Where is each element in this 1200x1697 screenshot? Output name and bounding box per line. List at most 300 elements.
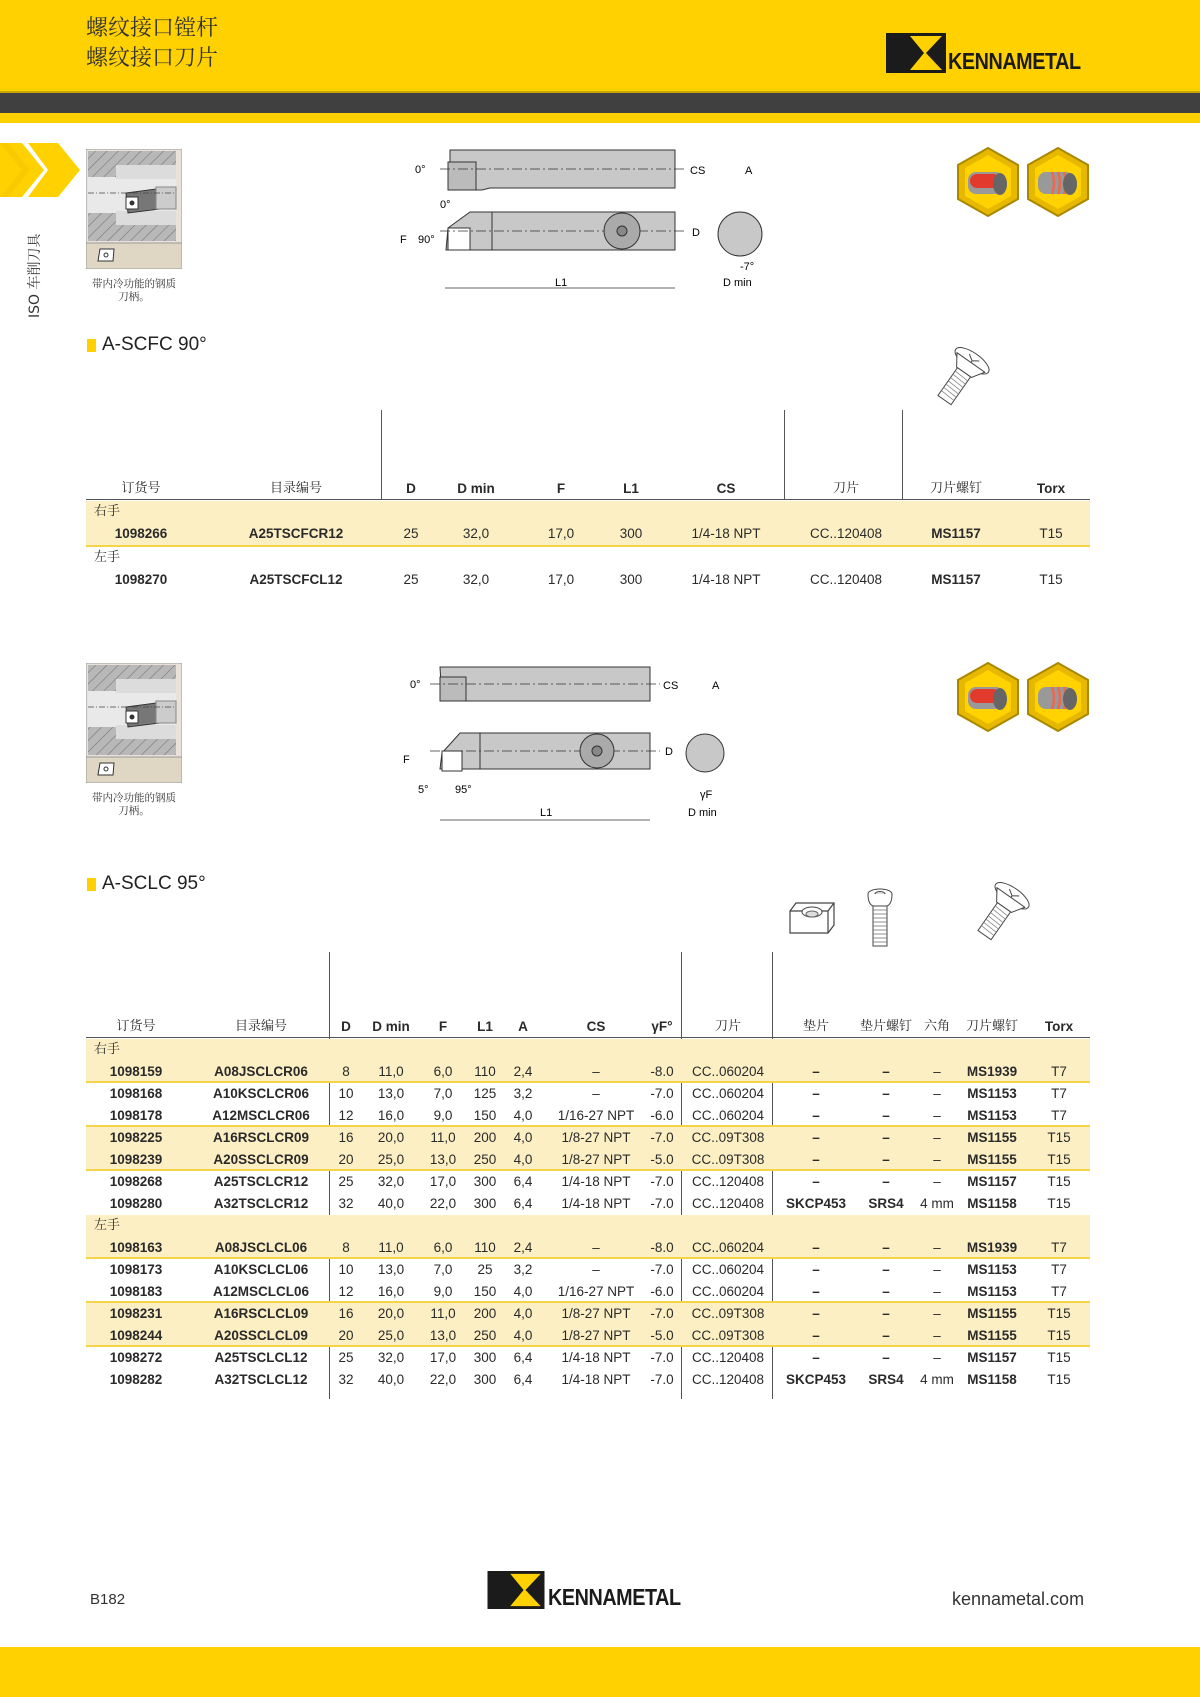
thumbnail-caption-line-1: 带内冷功能的钢质 [92,278,176,290]
A-value: 6,4 [513,1350,533,1365]
order-value: 1098163 [109,1240,163,1255]
header-dark-band [0,91,1200,113]
group-label: 右手 [86,1039,1090,1061]
shim-screw-value: – [882,1130,890,1145]
torx-value: T7 [1051,1064,1067,1079]
L1-value: 150 [473,1284,497,1299]
col-d: D [406,481,416,496]
svg-text:90°: 90° [418,234,435,246]
insert-value: CC..09T308 [691,1152,765,1167]
insert-value: CC..060204 [691,1108,765,1123]
insert-value: CC..120408 [691,1372,765,1387]
torx-value: T15 [1047,1306,1071,1321]
order-number: 1098270 [114,572,168,587]
col-dmin: D min [457,481,495,496]
col-order-number: 订货号 [116,1019,156,1034]
D-value: 25 [338,1174,354,1189]
A-value: 4,0 [513,1306,533,1321]
torx-value: T7 [1051,1262,1067,1277]
gF-value: -7.0 [650,1262,674,1277]
hex-value: – [933,1174,941,1189]
D-value: 20 [338,1328,354,1343]
table-row[interactable] [86,1061,1090,1083]
screw-value: MS1158 [967,1372,1017,1387]
section-title-text: A-SCFC 90° [102,334,207,355]
svg-text:L1: L1 [540,807,553,819]
table-row[interactable] [86,1171,1090,1193]
order-value: 1098168 [109,1086,163,1101]
Dmin-value: 11,0 [378,1064,404,1079]
order-value: 1098280 [109,1196,163,1211]
kennametal-k-icon [486,1571,546,1609]
website-link[interactable]: kennametal.com [952,1589,1085,1609]
order-number: 1098266 [114,526,168,541]
catalog-value: A10KSCLCL06 [213,1262,309,1277]
F-value: 13,0 [429,1152,457,1167]
F-value: 17,0 [429,1350,457,1365]
brand-wordmark: KENNAMETAL [548,1584,681,1610]
table-row[interactable] [86,1347,1090,1369]
shim-screw-value: – [882,1064,890,1079]
shim-screw-value: – [882,1240,890,1255]
A-value: 4,0 [513,1108,533,1123]
screw-value: MS1155 [967,1152,1017,1167]
col-d: D [341,1019,351,1034]
L1-value: 300 [473,1174,497,1189]
dmin-value: 32,0 [462,526,490,541]
screw-value: MS1155 [967,1328,1017,1343]
col-torx: Torx [1036,481,1066,496]
group-left-hand [86,547,1090,591]
shim-screw-value: – [882,1086,890,1101]
insert-value: CC..120408 [809,526,883,541]
F-value: 6,0 [433,1240,453,1255]
CS-value: 1/16-27 NPT [557,1108,635,1123]
Dmin-value: 40,0 [377,1196,405,1211]
group-label: 左手 [86,1215,1090,1237]
shim-value: – [812,1284,820,1299]
Dmin-value: 16,0 [377,1108,405,1123]
CS-value: 1/4-18 NPT [561,1372,631,1387]
Dmin-value: 11,0 [378,1240,404,1255]
torx-value: T15 [1047,1130,1071,1145]
A-value: 4,0 [513,1130,533,1145]
catalog-number: A25TSCFCL12 [249,572,343,587]
screw-value: MS1158 [967,1196,1017,1211]
shim-screw-value: – [882,1306,890,1321]
hex-value: – [933,1152,941,1167]
thread-interface-icon [1026,661,1090,733]
A-value: 3,2 [513,1086,533,1101]
col-torx: Torx [1044,1019,1074,1034]
section-title-scfc [87,334,207,356]
L1-value: 25 [477,1262,493,1277]
insert-value: CC..09T308 [691,1328,765,1343]
section-title-text: A-SCLC 95° [102,873,206,894]
CS-value: 1/8-27 NPT [561,1130,631,1145]
insert-value: CC..060204 [691,1086,765,1101]
L1-value: 300 [473,1372,497,1387]
F-value: 9,0 [433,1108,453,1123]
table-row[interactable] [86,1149,1090,1171]
svg-text:D: D [692,227,700,239]
order-value: 1098268 [109,1174,163,1189]
hex-value: – [933,1064,941,1079]
screw-value: MS1153 [967,1108,1017,1123]
L1-value: 250 [473,1328,497,1343]
D-value: 12 [338,1108,354,1123]
col-f: F [438,1019,448,1034]
title-line-2: 螺纹接口刀片 [86,46,219,71]
D-value: 12 [338,1284,354,1299]
A-value: 4,0 [513,1284,533,1299]
hex-value: – [933,1306,941,1321]
torx-value: T15 [1047,1350,1071,1365]
torx-value: T7 [1051,1240,1067,1255]
F-value: 22,0 [429,1372,457,1387]
header-yellow-strip [0,113,1200,123]
coolant-through-icon [956,661,1020,733]
gF-value: -8.0 [650,1240,674,1255]
group-label: 右手 [94,504,121,519]
order-value: 1098159 [109,1064,163,1079]
shim-screw-value: – [882,1284,890,1299]
torx-value: T7 [1051,1284,1067,1299]
svg-text:5°: 5° [418,784,429,796]
Dmin-value: 16,0 [377,1284,405,1299]
section-marker [87,878,96,891]
svg-text:95°: 95° [455,784,472,796]
col-cs: CS [586,1019,606,1034]
A-value: 2,4 [513,1064,533,1079]
col-catalog-number: 目录编号 [234,1019,287,1034]
F-value: 6,0 [433,1064,453,1079]
insert-value: CC..120408 [691,1350,765,1365]
insert-value: CC..120408 [691,1174,765,1189]
application-thumbnail-2 [86,663,182,818]
table-row[interactable] [86,1193,1090,1215]
coolant-through-icon [956,146,1020,218]
shim-screw-value: – [882,1108,890,1123]
CS-value: 1/8-27 NPT [561,1152,631,1167]
svg-text:L1: L1 [555,277,568,289]
svg-text:F: F [403,754,410,766]
gF-value: -7.0 [650,1174,674,1189]
l1-value: 300 [619,526,643,541]
Dmin-value: 25,0 [377,1328,405,1343]
shim-value: SKCP453 [785,1196,847,1211]
hex-value: – [933,1130,941,1145]
torx-value: T15 [1047,1328,1071,1343]
cs-value: 1/4-18 NPT [691,572,761,587]
insert-value: CC..060204 [691,1240,765,1255]
A-value: 2,4 [513,1240,533,1255]
L1-value: 300 [473,1196,497,1211]
shim-screw-value: SRS4 [868,1372,904,1387]
svg-text:γF: γF [700,789,713,801]
title-line-1: 螺纹接口镗杆 [86,16,219,41]
table-row[interactable] [86,1369,1090,1391]
D-value: 16 [338,1306,354,1321]
table-row[interactable] [86,1127,1090,1149]
catalog-value: A16RSCLCR09 [212,1130,310,1145]
insert-value: CC..09T308 [691,1306,765,1321]
shim-value: – [812,1174,820,1189]
shim-value: – [812,1262,820,1277]
shim-value: – [812,1306,820,1321]
screw-value: MS1157 [931,572,981,587]
torx-value: T15 [1047,1196,1071,1211]
col-l1: L1 [477,1019,493,1034]
table-row[interactable] [86,569,1090,591]
gF-value: -7.0 [650,1372,674,1387]
hex-value: – [933,1284,941,1299]
hex-value: – [933,1328,941,1343]
hex-value: – [933,1262,941,1277]
CS-value: 1/4-18 NPT [561,1174,631,1189]
feature-icons-section1 [956,146,1090,218]
catalog-value: A25TSCLCL12 [214,1350,308,1365]
hex-value: – [933,1350,941,1365]
screw-value: MS1157 [967,1350,1017,1365]
CS-value: 1/16-27 NPT [557,1284,635,1299]
catalog-value: A20SSCLCR09 [213,1152,309,1167]
CS-value: 1/8-27 NPT [561,1328,631,1343]
boring-application-icon [86,149,182,269]
table-header-row [86,478,1090,500]
catalog-value: A32TSCLCL12 [214,1372,308,1387]
col-insert-screw: 刀片螺钉 [929,481,982,496]
svg-text:CS: CS [663,680,679,692]
gF-value: -7.0 [650,1196,674,1211]
shim-value: SKCP453 [785,1372,847,1387]
brand-wordmark: KENNAMETAL [948,48,1081,74]
catalog-value: A25TSCLCR12 [213,1174,309,1189]
CS-value: 1/4-18 NPT [561,1350,631,1365]
gF-value: -6.0 [650,1108,674,1123]
F-value: 9,0 [433,1284,453,1299]
catalog-value: A16RSCLCL09 [213,1306,309,1321]
col-a: A [518,1019,528,1034]
A-value: 6,4 [513,1174,533,1189]
d-value: 25 [403,572,419,587]
col-shim-screw: 垫片螺钉 [859,1019,912,1034]
thumbnail-caption-line-1: 带内冷功能的钢质 [92,792,176,804]
col-dmin: D min [372,1019,410,1034]
shim-value: – [812,1240,820,1255]
table-header-row [86,1016,1090,1038]
insert-screw-icon [925,345,995,411]
D-value: 8 [342,1064,350,1079]
kennametal-footer-logo [486,1571,702,1609]
CS-value: – [592,1240,600,1255]
order-value: 1098173 [109,1262,163,1277]
order-value: 1098231 [109,1306,163,1321]
D-value: 16 [338,1130,354,1145]
section-marker [87,339,96,352]
catalog-value: A20SSCLCL09 [214,1328,308,1343]
Dmin-value: 20,0 [377,1130,405,1145]
screw-value: MS1153 [967,1284,1017,1299]
shim-screw-icon [862,886,898,950]
Dmin-value: 13,0 [377,1262,405,1277]
gF-value: -8.0 [650,1064,674,1079]
screw-value: MS1157 [931,526,981,541]
shim-value: – [812,1130,820,1145]
order-value: 1098239 [109,1152,163,1167]
L1-value: 250 [473,1152,497,1167]
col-insert: 刀片 [714,1019,741,1034]
catalog-value: A12MSCLCL06 [212,1284,310,1299]
L1-value: 110 [474,1064,496,1079]
page-title [86,14,218,74]
shim-screw-value: – [882,1262,890,1277]
order-value: 1098282 [109,1372,163,1387]
insert-value: CC..060204 [691,1064,765,1079]
A-value: 4,0 [513,1152,533,1167]
svg-text:A: A [745,165,753,177]
D-value: 20 [338,1152,354,1167]
shim-screw-value: – [882,1174,890,1189]
shim-icon [782,895,842,941]
svg-text:A: A [712,680,720,692]
gF-value: -5.0 [650,1152,674,1167]
F-value: 7,0 [433,1086,453,1101]
F-value: 13,0 [429,1328,457,1343]
svg-text:D: D [665,746,673,758]
d-value: 25 [403,526,419,541]
L1-value: 200 [473,1130,497,1145]
tool-dimension-diagram-scfc [400,140,780,300]
order-value: 1098178 [109,1108,163,1123]
page-header [0,0,1200,91]
thumbnail-caption-line-2: 刀柄。 [118,805,150,817]
torx-value: T15 [1047,1372,1071,1387]
table-row[interactable] [86,1083,1090,1105]
catalog-value: A10KSCLCR06 [212,1086,310,1101]
table-row[interactable] [86,1105,1090,1127]
D-value: 8 [342,1240,350,1255]
F-value: 17,0 [429,1174,457,1189]
D-value: 32 [338,1372,354,1387]
torx-value: T15 [1047,1152,1071,1167]
Dmin-value: 32,0 [377,1174,405,1189]
hex-value: – [933,1108,941,1123]
insert-screw-icon [965,880,1035,946]
table-row[interactable] [86,523,1090,545]
gF-value: -7.0 [650,1350,674,1365]
screw-value: MS1153 [967,1086,1017,1101]
svg-text:0°: 0° [410,679,421,691]
col-l1: L1 [623,481,639,496]
shim-screw-value: – [882,1350,890,1365]
torx-value: T7 [1051,1108,1067,1123]
torx-value: T7 [1051,1086,1067,1101]
gF-value: -7.0 [650,1086,674,1101]
catalog-value: A32TSCLCR12 [213,1196,309,1211]
col-shim: 垫片 [802,1019,829,1034]
section-chevron-icon [0,143,82,197]
svg-text:CS: CS [690,165,706,177]
L1-value: 125 [473,1086,497,1101]
kennametal-logo [886,33,1102,73]
cs-value: 1/4-18 NPT [691,526,761,541]
insert-value: CC..120408 [691,1196,765,1211]
section-title-sclc [87,873,206,895]
screw-value: MS1939 [966,1064,1018,1079]
gF-value: -6.0 [650,1284,674,1299]
F-value: 11,0 [430,1130,456,1145]
gF-value: -5.0 [650,1328,674,1343]
CS-value: 1/8-27 NPT [561,1306,631,1321]
table-row[interactable] [86,1281,1090,1303]
f-value: 17,0 [547,572,575,587]
order-value: 1098244 [109,1328,163,1343]
svg-text:0°: 0° [415,164,426,176]
table-row[interactable] [86,1325,1090,1347]
F-value: 22,0 [429,1196,457,1211]
tool-dimension-diagram-sclc [400,655,780,825]
thumbnail-caption-line-2: 刀柄。 [118,291,150,303]
shim-value: – [812,1152,820,1167]
page-number: B182 [90,1591,126,1608]
svg-text:D min: D min [723,277,752,289]
D-value: 32 [338,1196,354,1211]
thread-interface-icon [1026,146,1090,218]
shim-value: – [812,1086,820,1101]
footer-yellow-band [0,1647,1200,1697]
insert-value: CC..060204 [691,1262,765,1277]
L1-value: 300 [473,1350,497,1365]
torx-value: T15 [1047,1174,1071,1189]
col-catalog-number: 目录编号 [269,481,322,496]
table-row[interactable] [86,1259,1090,1281]
L1-value: 110 [474,1240,496,1255]
insert-value: CC..060204 [691,1284,765,1299]
hex-value: – [933,1086,941,1101]
col-insert-screw: 刀片螺钉 [965,1019,1018,1034]
L1-value: 150 [473,1108,497,1123]
CS-value: 1/4-18 NPT [561,1196,631,1211]
screw-value: MS1153 [967,1262,1017,1277]
screw-value: MS1939 [966,1240,1018,1255]
col-f: F [556,481,566,496]
table-row[interactable] [86,1237,1090,1259]
dmin-value: 32,0 [462,572,490,587]
Dmin-value: 40,0 [377,1372,405,1387]
catalog-value: A08JSCLCL06 [214,1240,308,1255]
application-thumbnail [86,149,182,304]
hex-value: – [933,1240,941,1255]
feature-icons-section2 [956,661,1090,733]
group-right-hand [86,501,1090,547]
col-insert: 刀片 [832,481,859,496]
hex-value: 4 mm [920,1372,954,1387]
A-value: 4,0 [513,1328,533,1343]
A-value: 6,4 [513,1372,533,1387]
table-body [86,1039,1090,1391]
svg-text:-7°: -7° [740,261,755,273]
CS-value: – [592,1086,600,1101]
A-value: 3,2 [513,1262,533,1277]
sidebar-section-label: ISO 车削刀具 [27,233,43,318]
table-row[interactable] [86,1303,1090,1325]
gF-value: -7.0 [650,1130,674,1145]
catalog-value: A08JSCLCR06 [214,1064,308,1079]
D-value: 10 [338,1262,354,1277]
l1-value: 300 [619,572,643,587]
f-value: 17,0 [547,526,575,541]
